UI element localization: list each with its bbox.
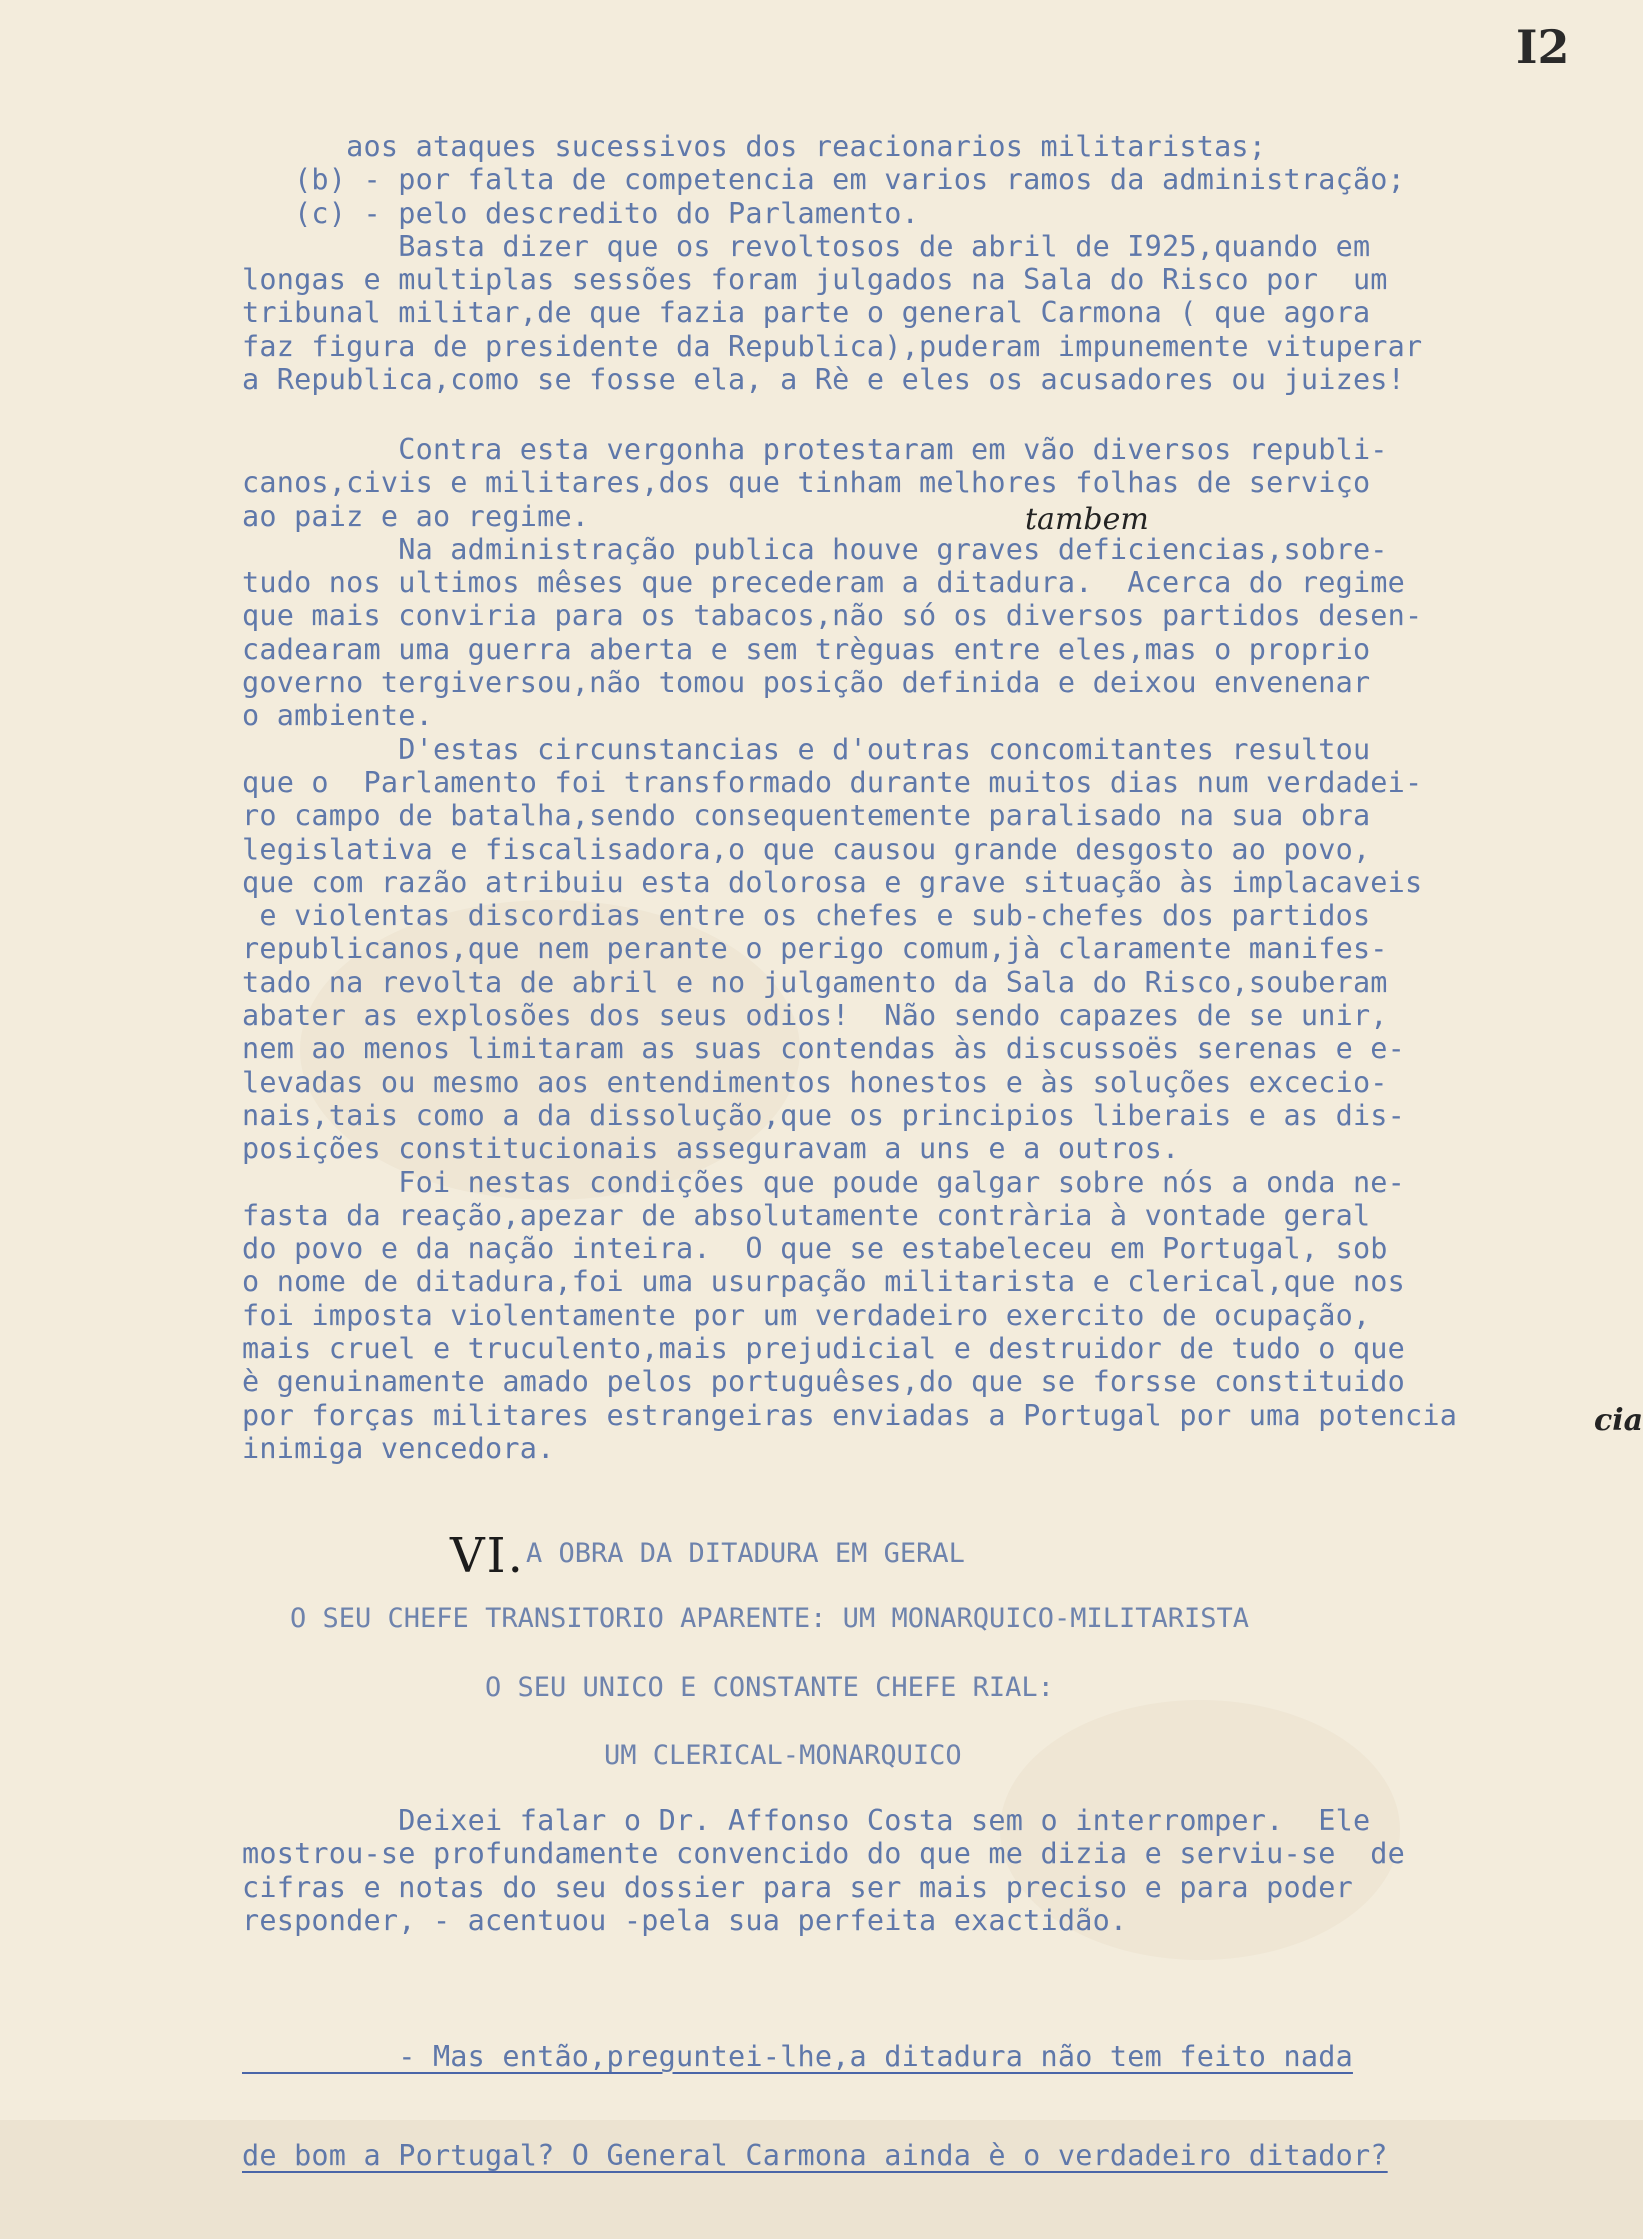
- section-subtitle-3: UM CLERICAL-MONARQUICO: [604, 1740, 962, 1771]
- text-line: governo tergiversou,não tomou posição definida e deixou envenenar: [242, 666, 1371, 700]
- text-line: mostrou-se profundamente convencido do que me dizia e serviu-se de: [242, 1837, 1406, 1871]
- text-line: republicanos,que nem perante o perigo comum,jà claramente manifes-: [242, 932, 1388, 966]
- text-line: longas e multiplas sessões foram julgados na Sala do Risco por um: [242, 263, 1388, 297]
- text-line: Contra esta vergonha protestaram em vão diversos republi-: [242, 433, 1388, 466]
- text-line: a Republica,como se fosse ela, a Rè e eles os acusadores ou juizes!: [242, 363, 1406, 397]
- text-line: abater as explosões dos seus odios! Não sendo capazes de se unir,: [242, 999, 1388, 1033]
- text-line: inimiga vencedora.: [242, 1431, 555, 1465]
- text-line: legislativa e fiscalisadora,o que causou grande desgosto ao povo,: [242, 832, 1371, 866]
- text-line: tado na revolta de abril e no julgamento da Sala do Risco,souberam: [242, 965, 1388, 999]
- typed-paragraph-block-3: [242, 1804, 1622, 1937]
- text-line: que mais conviria para os tabacos,não só os diversos partidos desen-: [242, 599, 1423, 633]
- section-subtitle-2: O SEU UNICO E CONSTANTE CHEFE RIAL:: [485, 1672, 1054, 1703]
- text-line: cifras e notas do seu dossier para ser mais preciso e para poder: [242, 1870, 1353, 1904]
- section-roman-numeral: VI.: [450, 1528, 525, 1584]
- text-line: Na administração publica houve graves deficiencias,sobre-: [242, 532, 1388, 566]
- text-line: nem ao menos limitaram as suas contendas às discussoës serenas e e-: [242, 1032, 1406, 1066]
- closing-line-2: de bom a Portugal? O General Carmona ainda è o verdadeiro ditador?: [242, 2139, 1388, 2173]
- text-line: canos,civis e militares,dos que tinham melhores folhas de serviço: [242, 466, 1371, 500]
- typed-paragraph-block-2: [242, 433, 1622, 1465]
- text-line: posições constitucionais asseguravam a uns e a outros.: [242, 1132, 1180, 1166]
- text-line: nais,tais como a da dissolução,que os principios liberais e as dis-: [242, 1098, 1406, 1132]
- text-line: por forças militares estrangeiras enviadas a Portugal por uma potencia: [242, 1398, 1458, 1432]
- section-subtitle-1: O SEU CHEFE TRANSITORIO APARENTE: UM MONARQUICO-MILITARISTA: [290, 1603, 1250, 1634]
- closing-line-1: - Mas então,preguntei-lhe,a ditadura não tem feito nada: [242, 2039, 1353, 2073]
- text-line: responder, - acentuou -pela sua perfeita exactidão.: [242, 1903, 1128, 1937]
- text-line: mais cruel e truculento,mais prejudicial e destruidor de tudo o que: [242, 1332, 1406, 1366]
- text-line: o nome de ditadura,foi uma usurpação militarista e clerical,que nos: [242, 1265, 1406, 1299]
- text-line: (b) - por falta de competencia em varios ramos da administração;: [242, 163, 1406, 197]
- text-line: Deixei falar o Dr. Affonso Costa sem o interromper. Ele: [242, 1804, 1371, 1837]
- text-line: fasta da reação,apezar de absolutamente contrària à vontade geral: [242, 1198, 1371, 1232]
- closing-question: [242, 1973, 1622, 2239]
- text-line: ao paiz e ao regime.: [242, 499, 590, 533]
- text-line: aos ataques sucessivos dos reacionarios militaristas;: [242, 130, 1267, 163]
- typed-paragraph-block-1: [242, 130, 1622, 396]
- text-line: è genuinamente amado pelos portuguêses,do que se forsse constituido: [242, 1365, 1406, 1399]
- text-line: o ambiente.: [242, 699, 433, 733]
- text-line: tudo nos ultimos mêses que precederam a ditadura. Acerca do regime: [242, 566, 1406, 600]
- text-line: (c) - pelo descredito do Parlamento.: [242, 196, 919, 230]
- text-line: levadas ou mesmo aos entendimentos honestos e às soluções excecio-: [242, 1065, 1388, 1099]
- text-line: D'estas circunstancias e d'outras concomitantes resultou: [242, 732, 1371, 766]
- text-line: cadearam uma guerra aberta e sem trèguas entre eles,mas o proprio: [242, 632, 1371, 666]
- text-line: e violentas discordias entre os chefes e sub-chefes dos partidos: [242, 899, 1371, 933]
- text-line: tribunal militar,de que fazia parte o general Carmona ( que agora: [242, 296, 1371, 330]
- handwritten-insertion-tambem: tambem: [1025, 502, 1149, 537]
- text-line: Foi nestas condições que poude galgar sobre nós a onda ne-: [242, 1165, 1406, 1199]
- text-line: que com razão atribuiu esta dolorosa e grave situação às implacaveis: [242, 865, 1423, 899]
- text-line: Basta dizer que os revoltosos de abril de I925,quando em: [242, 229, 1371, 263]
- text-line: ro campo de batalha,sendo consequentemente paralisado na sua obra: [242, 799, 1371, 833]
- section-title: A OBRA DA DITADURA EM GERAL: [526, 1538, 965, 1569]
- text-line: foi imposta violentamente por um verdadeiro exercito de ocupação,: [242, 1298, 1371, 1332]
- handwritten-correction-cia: cia: [1594, 1403, 1643, 1438]
- text-line: que o Parlamento foi transformado durante muitos dias num verdadei-: [242, 765, 1423, 799]
- page-number: I2: [1516, 20, 1570, 74]
- text-line: do povo e da nação inteira. O que se estabeleceu em Portugal, sob: [242, 1232, 1388, 1266]
- text-line: faz figura de presidente da Republica),puderam impunemente vituperar: [242, 329, 1423, 363]
